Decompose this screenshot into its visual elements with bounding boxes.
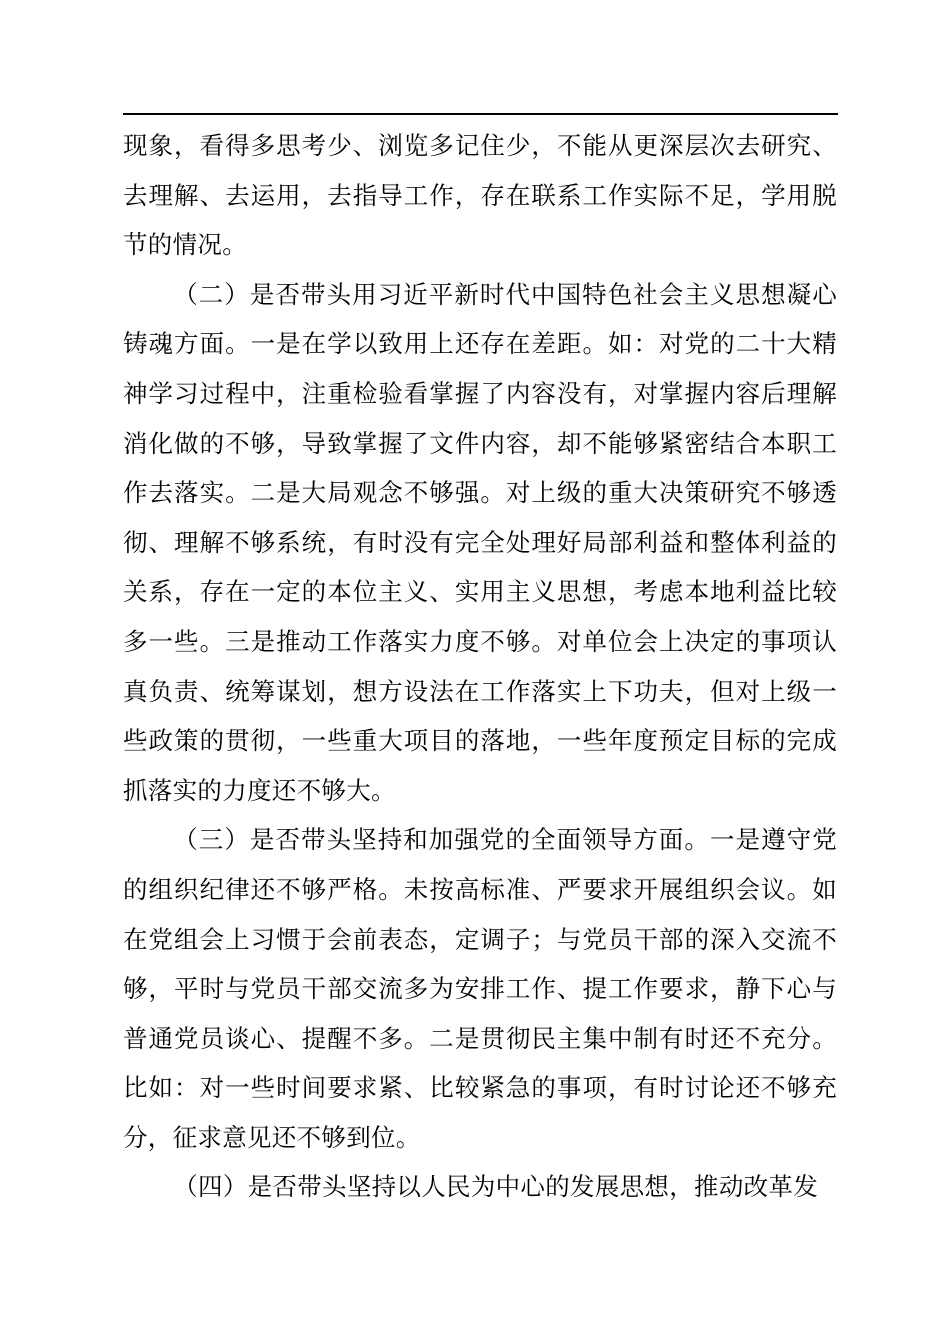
paragraph-section-2: （二）是否带头用习近平新时代中国特色社会主义思想凝心铸魂方面。一是在学以致用上还存在差距。如：对党的二十大精神学习过程中，注重检验看掌握了内容没有，对掌握内容后理解消化做的不够，导致掌握了文件内容，却不能够紧密结合本职工作去落实。二是大局观念不够强。对上级的重大决策研究不够透彻、理解不够系统，有时没有完全处理好局部利益和整体利益的关系，存在一定的本位主义、实用主义思想，考虑本地利益比较多一些。三是推动工作落实力度不够。对单位会上决定的事项认真负责、统筹谋划，想方设法在工作落实上下功夫，但对上级一些政策的贯彻，一些重大项目的落地，一些年度预定目标的完成抓落实的力度还不够大。 — [123, 279, 837, 805]
paragraph-section-3: （三）是否带头坚持和加强党的全面领导方面。一是遵守党的组织纪律还不够严格。未按高标准、严要求开展组织会议。如在党组会上习惯于会前表态，定调子；与党员干部的深入交流不够，平时与党员干部交流多为安排工作、提工作要求，静下心与普通党员谈心、提醒不多。二是贯彻民主集中制有时还不充分。比如：对一些时间要求紧、比较紧急的事项，有时讨论还不够充分，征求意见还不够到位。 — [123, 825, 837, 1152]
paragraph-section-4: （四）是否带头坚持以人民为中心的发展思想，推动改革发 — [173, 1172, 819, 1202]
paragraph-continuation: 现象，看得多思考少、浏览多记住少，不能从更深层次去研究、去理解、去运用，去指导工作，存在联系工作实际不足，学用脱节的情况。 — [123, 131, 837, 260]
document-body — [123, 121, 837, 1212]
header-rule — [123, 113, 838, 115]
